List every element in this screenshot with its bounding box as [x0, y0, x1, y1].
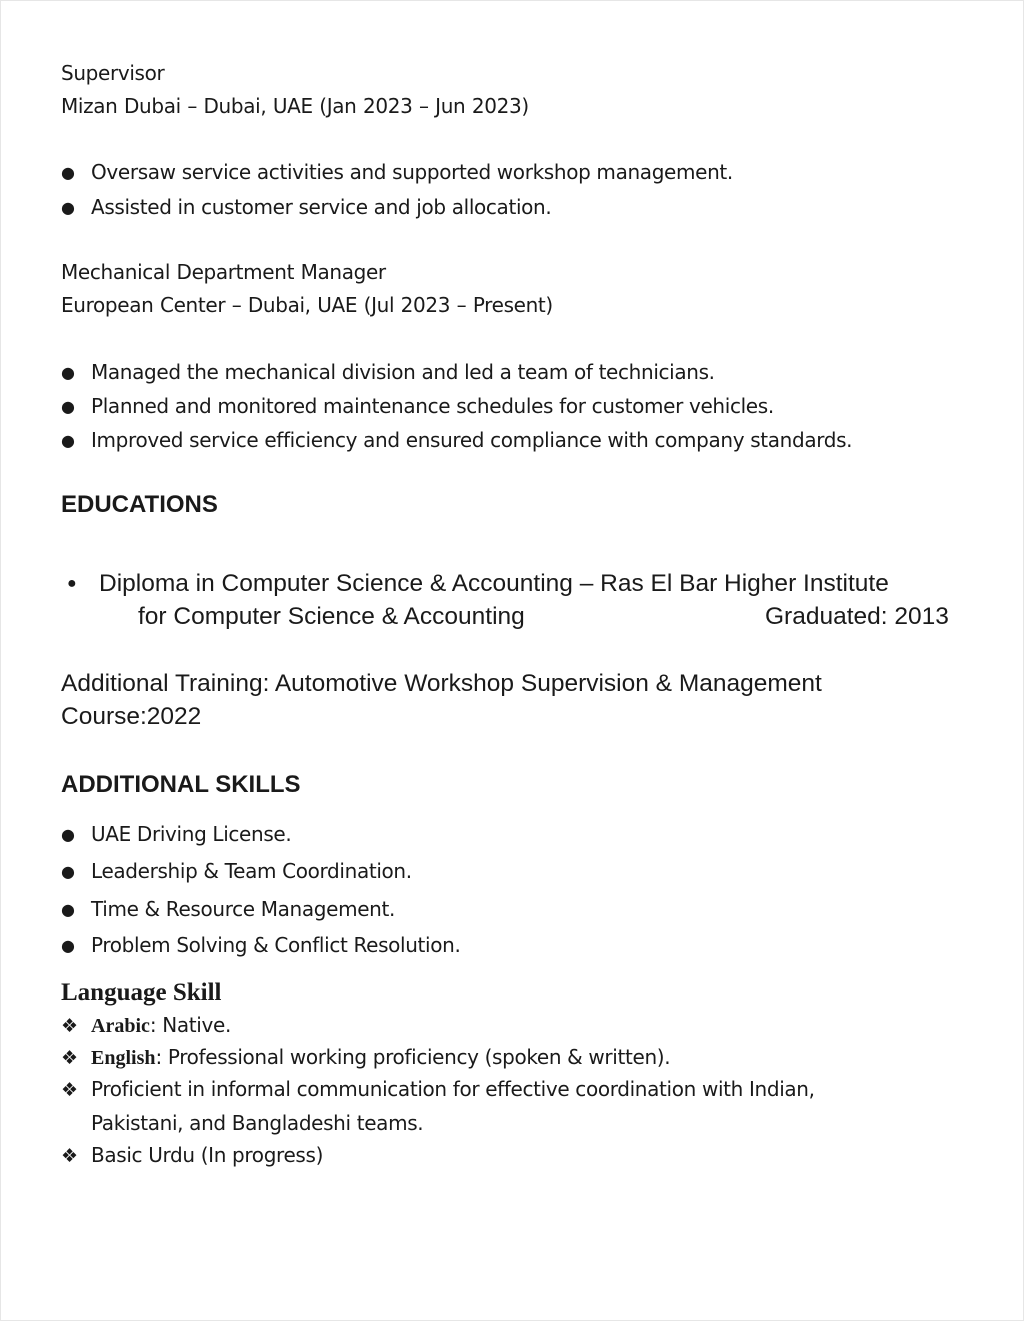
job-company: European Center – Dubai, UAE (Jul 2023 – Present): [61, 293, 553, 317]
education-diploma-line2: for Computer Science & Accounting: [138, 603, 525, 630]
list-item: ❖ Arabic: Native.: [61, 1013, 231, 1037]
bullet-icon: ●: [61, 431, 75, 450]
bullet-icon: ●: [61, 862, 75, 881]
list-item: ● Managed the mechanical division and led a team of technicians.: [61, 360, 715, 384]
section-heading-languages: Language Skill: [61, 979, 222, 1006]
list-item: ● Oversaw service activities and supported workshop management.: [61, 160, 733, 184]
diamond-bullet-icon: ❖: [61, 1145, 78, 1167]
bullet-icon: ●: [61, 825, 75, 844]
list-item: ● Improved service efficiency and ensured compliance with company standards.: [61, 428, 853, 452]
bullet-icon: ●: [61, 198, 75, 217]
list-item: ● Assisted in customer service and job allocation.: [61, 195, 552, 219]
education-diploma: ● Diploma in Computer Science & Accounting – Ras El Bar Higher Institute: [67, 570, 889, 597]
diamond-bullet-icon: ❖: [61, 1047, 78, 1069]
job-company: Mizan Dubai – Dubai, UAE (Jan 2023 – Jun 2023): [61, 94, 529, 118]
list-item: ❖ Proficient in informal communication for effective coordination with Indian,: [61, 1077, 815, 1101]
list-item: ● Planned and monitored maintenance schedules for customer vehicles.: [61, 394, 774, 418]
training-line2: Course:2022: [61, 703, 202, 730]
list-item: ● Leadership & Team Coordination.: [61, 859, 412, 883]
bullet-icon: ●: [61, 900, 75, 919]
list-item: ❖ English: Professional working proficiency (spoken & written).: [61, 1045, 671, 1069]
bullet-icon: ●: [67, 575, 77, 592]
education-graduated: Graduated: 2013: [765, 603, 949, 630]
list-item: ❖ Basic Urdu (In progress): [61, 1143, 324, 1167]
section-heading-skills: ADDITIONAL SKILLS: [61, 771, 301, 798]
section-heading-education: EDUCATIONS: [61, 491, 218, 518]
list-item: ● Problem Solving & Conflict Resolution.: [61, 933, 461, 957]
bullet-icon: ●: [61, 397, 75, 416]
bullet-icon: ●: [61, 163, 75, 182]
bullet-icon: ●: [61, 936, 75, 955]
job-title: Mechanical Department Manager: [61, 260, 386, 284]
list-item: ● Time & Resource Management.: [61, 897, 395, 921]
diamond-bullet-icon: ❖: [61, 1079, 78, 1101]
list-item-continuation: Pakistani, and Bangladeshi teams.: [91, 1111, 424, 1135]
list-item: ● UAE Driving License.: [61, 822, 292, 846]
diamond-bullet-icon: ❖: [61, 1015, 78, 1037]
bullet-icon: ●: [61, 363, 75, 382]
training-line1: Additional Training: Automotive Workshop Supervision & Management: [61, 670, 822, 697]
job-title: Supervisor: [61, 61, 165, 85]
